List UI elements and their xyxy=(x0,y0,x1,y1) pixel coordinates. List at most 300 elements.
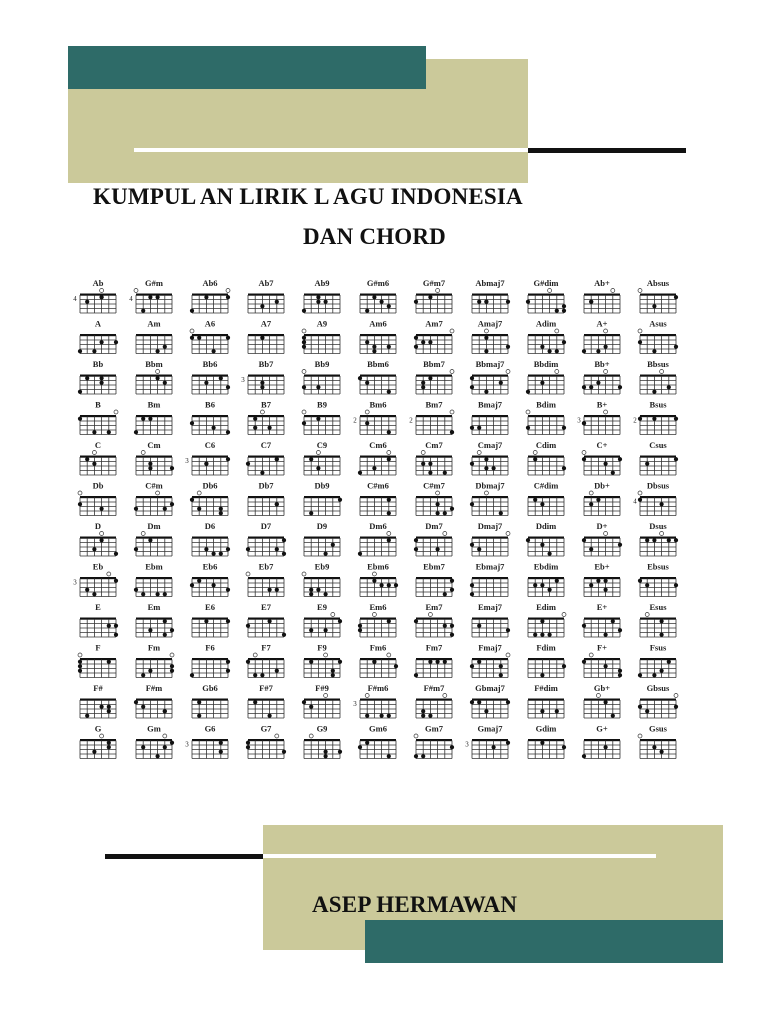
chord-open-string xyxy=(604,532,608,536)
chord-finger-dot xyxy=(540,709,544,713)
chord-finger-dot xyxy=(316,466,320,470)
chord-finger-dot xyxy=(652,673,656,677)
chord-diagram xyxy=(302,278,340,313)
chord-fret-number: 3 xyxy=(465,740,469,749)
chord-open-string xyxy=(253,653,257,657)
chord-finger-dot xyxy=(589,385,593,389)
chord-nut xyxy=(640,415,676,417)
chord-open-string xyxy=(302,329,306,333)
chord-finger-dot xyxy=(78,417,82,421)
chord-open-string xyxy=(526,410,530,414)
chord-finger-dot xyxy=(226,669,230,673)
chord-name: G6 xyxy=(204,723,216,734)
chord-finger-dot xyxy=(268,426,272,430)
chord-finger-dot xyxy=(190,673,194,677)
chord-fret-number: 2 xyxy=(409,416,413,425)
chord-finger-dot xyxy=(484,300,488,304)
chord-name: Em7 xyxy=(425,602,443,612)
chord-finger-dot xyxy=(141,309,145,313)
chord-nut xyxy=(528,375,564,377)
chord-finger-dot xyxy=(324,754,328,758)
chord-finger-dot xyxy=(163,381,167,385)
chord-finger-dot xyxy=(555,579,559,583)
chord-finger-dot xyxy=(163,709,167,713)
chord-open-string xyxy=(477,451,481,455)
chord-diagram xyxy=(470,400,508,435)
chord-finger-dot xyxy=(540,741,544,745)
chord-fret-number: 2 xyxy=(633,416,637,425)
chord-diagram xyxy=(185,724,228,759)
chord-name: Emaj7 xyxy=(477,602,503,612)
chord-diagram xyxy=(136,319,172,354)
chord-name: B xyxy=(95,399,101,410)
chord-finger-dot xyxy=(604,664,608,668)
chord-finger-dot xyxy=(499,664,503,668)
chord-finger-dot xyxy=(212,426,216,430)
chord-finger-dot xyxy=(78,349,82,353)
chord-nut xyxy=(304,294,340,296)
chord-name: Gmaj7 xyxy=(477,723,503,734)
chord-diagram xyxy=(73,562,118,597)
chord-finger-dot xyxy=(372,295,376,299)
chord-finger-dot xyxy=(596,381,600,385)
chord-finger-dot xyxy=(92,430,96,434)
chord-finger-dot xyxy=(134,507,138,511)
chord-finger-dot xyxy=(156,592,160,596)
chord-diagram xyxy=(358,724,396,759)
chord-nut xyxy=(472,375,508,377)
chord-finger-dot xyxy=(107,741,111,745)
chord-finger-dot xyxy=(652,417,656,421)
chord-open-string xyxy=(141,451,145,455)
chord-diagram xyxy=(304,521,340,556)
chord-finger-dot xyxy=(436,511,440,515)
chord-finger-dot xyxy=(212,552,216,556)
chord-name: Gb+ xyxy=(593,683,611,693)
chord-finger-dot xyxy=(358,628,362,632)
chord-diagram xyxy=(302,400,340,435)
chord-name: C#m7 xyxy=(423,480,445,491)
chord-diagram xyxy=(248,400,284,435)
chord-open-string xyxy=(436,289,440,293)
chord-diagram xyxy=(472,319,510,354)
chord-finger-dot xyxy=(533,457,537,461)
chord-finger-dot xyxy=(219,750,223,754)
chord-name: Gbsus xyxy=(646,683,670,693)
chord-name: F#dim xyxy=(534,683,558,693)
chord-finger-dot xyxy=(358,745,362,749)
chord-open-string xyxy=(645,613,649,617)
chord-nut xyxy=(80,739,116,741)
chord-open-string xyxy=(484,491,488,495)
chord-nut xyxy=(528,739,564,741)
chord-nut xyxy=(80,618,116,620)
chord-open-string xyxy=(604,410,608,414)
chord-diagram xyxy=(528,481,564,516)
chord-finger-dot xyxy=(268,714,272,718)
chord-nut xyxy=(360,334,396,336)
chord-finger-dot xyxy=(170,669,174,673)
chord-diagram xyxy=(526,278,566,313)
chord-finger-dot xyxy=(190,421,194,425)
chord-diagram xyxy=(640,359,676,394)
chord-name: Bm7 xyxy=(425,399,443,410)
chord-finger-dot xyxy=(260,385,264,389)
chord-nut xyxy=(248,658,284,660)
chord-finger-dot xyxy=(414,754,418,758)
header-teal-bar xyxy=(68,46,426,89)
chord-finger-dot xyxy=(92,349,96,353)
chord-open-string xyxy=(660,370,664,374)
chord-name: B7 xyxy=(261,399,271,410)
chord-open-string xyxy=(316,451,320,455)
chord-diagram xyxy=(136,602,174,637)
chord-finger-dot xyxy=(226,660,230,664)
chord-open-string xyxy=(100,289,104,293)
chord-finger-dot xyxy=(338,750,342,754)
chord-nut xyxy=(472,537,508,539)
chord-finger-dot xyxy=(470,543,474,547)
chord-nut xyxy=(360,537,396,539)
chord-finger-dot xyxy=(331,669,335,673)
chord-finger-dot xyxy=(499,381,503,385)
chord-nut xyxy=(640,334,676,336)
chord-finger-dot xyxy=(226,385,230,389)
chord-diagram xyxy=(134,683,172,718)
chord-diagram xyxy=(190,643,230,678)
chord-diagram xyxy=(526,521,564,556)
chord-name: A+ xyxy=(596,318,608,329)
chord-finger-dot xyxy=(414,619,418,623)
chord-open-string xyxy=(107,572,111,576)
chord-nut xyxy=(360,496,396,498)
chord-finger-dot xyxy=(387,583,391,587)
chord-finger-dot xyxy=(499,673,503,677)
chord-nut xyxy=(136,294,172,296)
chord-diagram xyxy=(472,278,510,313)
chord-name: G#m xyxy=(145,278,163,288)
chord-finger-dot xyxy=(470,376,474,380)
chord-diagram xyxy=(246,724,286,759)
chord-finger-dot xyxy=(134,430,138,434)
chord-diagram xyxy=(582,440,622,475)
chord-finger-dot xyxy=(85,300,89,304)
chord-name: Gm6 xyxy=(369,723,387,734)
chord-nut xyxy=(80,375,116,377)
chord-open-string xyxy=(302,410,306,414)
chord-name: Gm xyxy=(147,723,161,734)
chord-nut xyxy=(528,658,564,660)
chord-finger-dot xyxy=(246,741,250,745)
chord-open-string xyxy=(589,653,593,657)
chord-open-string xyxy=(428,613,432,617)
chord-finger-dot xyxy=(134,547,138,551)
chord-nut xyxy=(528,577,564,579)
chord-finger-dot xyxy=(253,673,257,677)
chord-finger-dot xyxy=(170,664,174,668)
chord-fret-number: 3 xyxy=(353,700,357,708)
chord-name: Ab7 xyxy=(258,278,274,288)
chord-name: C#m6 xyxy=(367,480,389,491)
chord-diagram xyxy=(582,359,622,394)
chord-nut xyxy=(416,496,452,498)
chord-nut xyxy=(472,618,508,620)
chord-diagram xyxy=(528,562,564,597)
chord-diagram xyxy=(136,643,174,678)
chord-finger-dot xyxy=(540,633,544,637)
chord-nut xyxy=(640,658,676,660)
chord-name: Dbsus xyxy=(646,480,670,491)
chord-diagram xyxy=(414,724,454,759)
chord-name: Db9 xyxy=(314,480,330,491)
chord-name: G xyxy=(94,723,102,734)
chord-nut xyxy=(304,415,340,417)
chord-nut xyxy=(584,294,620,296)
chord-diagram xyxy=(633,400,678,435)
chord-name: Fsus xyxy=(649,642,667,653)
chord-finger-dot xyxy=(436,660,440,664)
chord-open-string xyxy=(372,613,376,617)
chord-finger-dot xyxy=(533,498,537,502)
chord-diagram xyxy=(80,602,118,637)
chord-name: Ddim xyxy=(535,521,557,531)
chord-nut xyxy=(528,334,564,336)
chord-finger-dot xyxy=(555,349,559,353)
chord-finger-dot xyxy=(638,579,642,583)
chord-finger-dot xyxy=(540,619,544,623)
chord-finger-dot xyxy=(645,709,649,713)
chord-name: Bb+ xyxy=(594,359,610,369)
chord-diagram xyxy=(190,319,230,354)
chord-finger-dot xyxy=(421,714,425,718)
chord-finger-dot xyxy=(611,619,615,623)
chord-nut xyxy=(528,415,564,417)
chord-finger-dot xyxy=(387,498,391,502)
chord-finger-dot xyxy=(107,624,111,628)
chord-finger-dot xyxy=(421,381,425,385)
chord-nut xyxy=(416,415,452,417)
chord-nut xyxy=(192,658,228,660)
chord-nut xyxy=(80,699,116,701)
chord-finger-dot xyxy=(540,502,544,506)
chord-diagram xyxy=(80,521,118,556)
chord-nut xyxy=(472,294,508,296)
chord-diagram xyxy=(302,319,340,354)
chord-finger-dot xyxy=(204,295,208,299)
chord-finger-dot xyxy=(92,462,96,466)
chord-diagram xyxy=(136,359,172,394)
chord-name: G#m7 xyxy=(422,278,446,288)
chord-diagram xyxy=(136,724,174,759)
chord-finger-dot xyxy=(674,457,678,461)
chord-diagram xyxy=(640,521,678,556)
chord-diagram xyxy=(582,724,620,759)
chord-finger-dot xyxy=(492,466,496,470)
footer-teal-bar xyxy=(365,920,723,963)
chord-finger-dot xyxy=(540,583,544,587)
chord-name: A xyxy=(94,318,102,329)
chord-name: E6 xyxy=(205,602,215,612)
chord-diagram xyxy=(528,643,566,678)
chord-nut xyxy=(248,496,284,498)
chord-open-string xyxy=(309,734,313,738)
chord-diagram xyxy=(577,400,620,435)
chord-diagram xyxy=(304,602,342,637)
chord-finger-dot xyxy=(380,300,384,304)
chord-open-string xyxy=(484,329,488,333)
chord-finger-dot xyxy=(387,714,391,718)
chord-nut xyxy=(584,496,620,498)
chord-finger-dot xyxy=(114,552,118,556)
chord-fret-number: 4 xyxy=(633,497,637,506)
chord-finger-dot xyxy=(450,624,454,628)
chord-name: Bbsus xyxy=(647,359,669,369)
chord-name: F xyxy=(95,642,101,653)
title-line-2: DAN CHORD xyxy=(303,224,446,249)
chord-nut xyxy=(192,496,228,498)
chord-nut xyxy=(472,577,508,579)
chord-name: G+ xyxy=(596,723,608,734)
chord-finger-dot xyxy=(219,511,223,515)
chord-nut xyxy=(472,496,508,498)
chord-finger-dot xyxy=(443,471,447,475)
chord-finger-dot xyxy=(365,741,369,745)
chord-finger-dot xyxy=(100,507,104,511)
chord-nut xyxy=(472,699,508,701)
chord-finger-dot xyxy=(100,381,104,385)
chord-name: C9 xyxy=(316,440,328,450)
chord-finger-dot xyxy=(219,741,223,745)
chord-finger-dot xyxy=(414,547,418,551)
chord-nut xyxy=(304,699,340,701)
chord-finger-dot xyxy=(100,295,104,299)
chord-finger-dot xyxy=(219,376,223,380)
chord-nut xyxy=(80,294,116,296)
chord-name: Bbmaj7 xyxy=(475,359,505,369)
chord-diagram xyxy=(78,359,116,394)
chord-diagram xyxy=(246,440,284,475)
chord-finger-dot xyxy=(324,592,328,596)
chord-open-string xyxy=(555,370,559,374)
chord-finger-dot xyxy=(156,754,160,758)
chord-finger-dot xyxy=(260,471,264,475)
chord-finger-dot xyxy=(275,588,279,592)
chord-finger-dot xyxy=(526,300,530,304)
chord-name: Db xyxy=(92,480,104,491)
chord-finger-dot xyxy=(548,552,552,556)
chord-finger-dot xyxy=(246,624,250,628)
chord-diagram xyxy=(416,683,452,718)
chord-nut xyxy=(584,456,620,458)
chord-diagram xyxy=(241,359,284,394)
chord-nut xyxy=(640,294,676,296)
chord-finger-dot xyxy=(387,430,391,434)
chord-finger-dot xyxy=(589,547,593,551)
chord-finger-dot xyxy=(85,588,89,592)
chord-nut xyxy=(248,577,284,579)
chord-diagram xyxy=(414,278,452,313)
chord-finger-dot xyxy=(428,376,432,380)
chord-open-string xyxy=(604,329,608,333)
chord-finger-dot xyxy=(85,376,89,380)
chord-finger-dot xyxy=(365,714,369,718)
chord-diagram xyxy=(470,440,508,475)
chord-finger-dot xyxy=(316,417,320,421)
chord-finger-dot xyxy=(428,340,432,344)
chord-diagram xyxy=(470,683,510,718)
chord-finger-dot xyxy=(204,381,208,385)
chord-finger-dot xyxy=(246,462,250,466)
header-black-rule xyxy=(528,148,686,153)
chord-finger-dot xyxy=(163,592,167,596)
chord-nut xyxy=(472,415,508,417)
chord-finger-dot xyxy=(260,336,264,340)
chord-finger-dot xyxy=(324,552,328,556)
chord-finger-dot xyxy=(170,502,174,506)
chord-name: Bb7 xyxy=(258,359,274,369)
chord-diagram xyxy=(470,359,510,394)
chord-nut xyxy=(136,537,172,539)
chord-finger-dot xyxy=(596,349,600,353)
chord-name: F9 xyxy=(317,642,327,653)
chord-nut xyxy=(80,658,116,660)
chord-name: Fmaj7 xyxy=(478,642,502,653)
chord-diagram xyxy=(360,319,396,354)
chord-finger-dot xyxy=(372,345,376,349)
chord-finger-dot xyxy=(470,592,474,596)
chord-diagram xyxy=(528,724,566,759)
chord-finger-dot xyxy=(78,390,82,394)
chord-finger-dot xyxy=(428,471,432,475)
chord-finger-dot xyxy=(358,624,362,628)
chord-finger-dot xyxy=(526,390,530,394)
chord-diagram xyxy=(528,440,566,475)
chord-finger-dot xyxy=(477,300,481,304)
chord-diagram xyxy=(358,359,396,394)
chord-finger-dot xyxy=(141,417,145,421)
chord-open-string xyxy=(638,289,642,293)
chord-finger-dot xyxy=(414,336,418,340)
chord-finger-dot xyxy=(638,340,642,344)
chord-finger-dot xyxy=(134,588,138,592)
chord-diagram xyxy=(304,643,342,678)
chord-diagram xyxy=(304,724,342,759)
chord-finger-dot xyxy=(484,457,488,461)
chord-finger-dot xyxy=(141,673,145,677)
chord-finger-dot xyxy=(562,340,566,344)
chord-name: Am7 xyxy=(425,318,443,329)
chord-finger-dot xyxy=(562,309,566,313)
chord-name: Cm7 xyxy=(425,440,443,450)
chord-open-string xyxy=(506,532,510,536)
chord-finger-dot xyxy=(372,579,376,583)
chord-finger-dot xyxy=(499,511,503,515)
chord-finger-dot xyxy=(582,624,586,628)
chord-name: Dmaj7 xyxy=(477,521,503,531)
chord-finger-dot xyxy=(582,538,586,542)
chord-finger-dot xyxy=(246,660,250,664)
chord-finger-dot xyxy=(358,552,362,556)
chord-finger-dot xyxy=(674,705,678,709)
chord-open-string xyxy=(114,410,118,414)
chord-diagram xyxy=(416,562,454,597)
chord-open-string xyxy=(582,451,586,455)
chord-nut xyxy=(528,294,564,296)
chord-finger-dot xyxy=(380,714,384,718)
chord-nut xyxy=(192,294,228,296)
chord-nut xyxy=(360,294,396,296)
chord-name: Gsus xyxy=(649,723,667,734)
